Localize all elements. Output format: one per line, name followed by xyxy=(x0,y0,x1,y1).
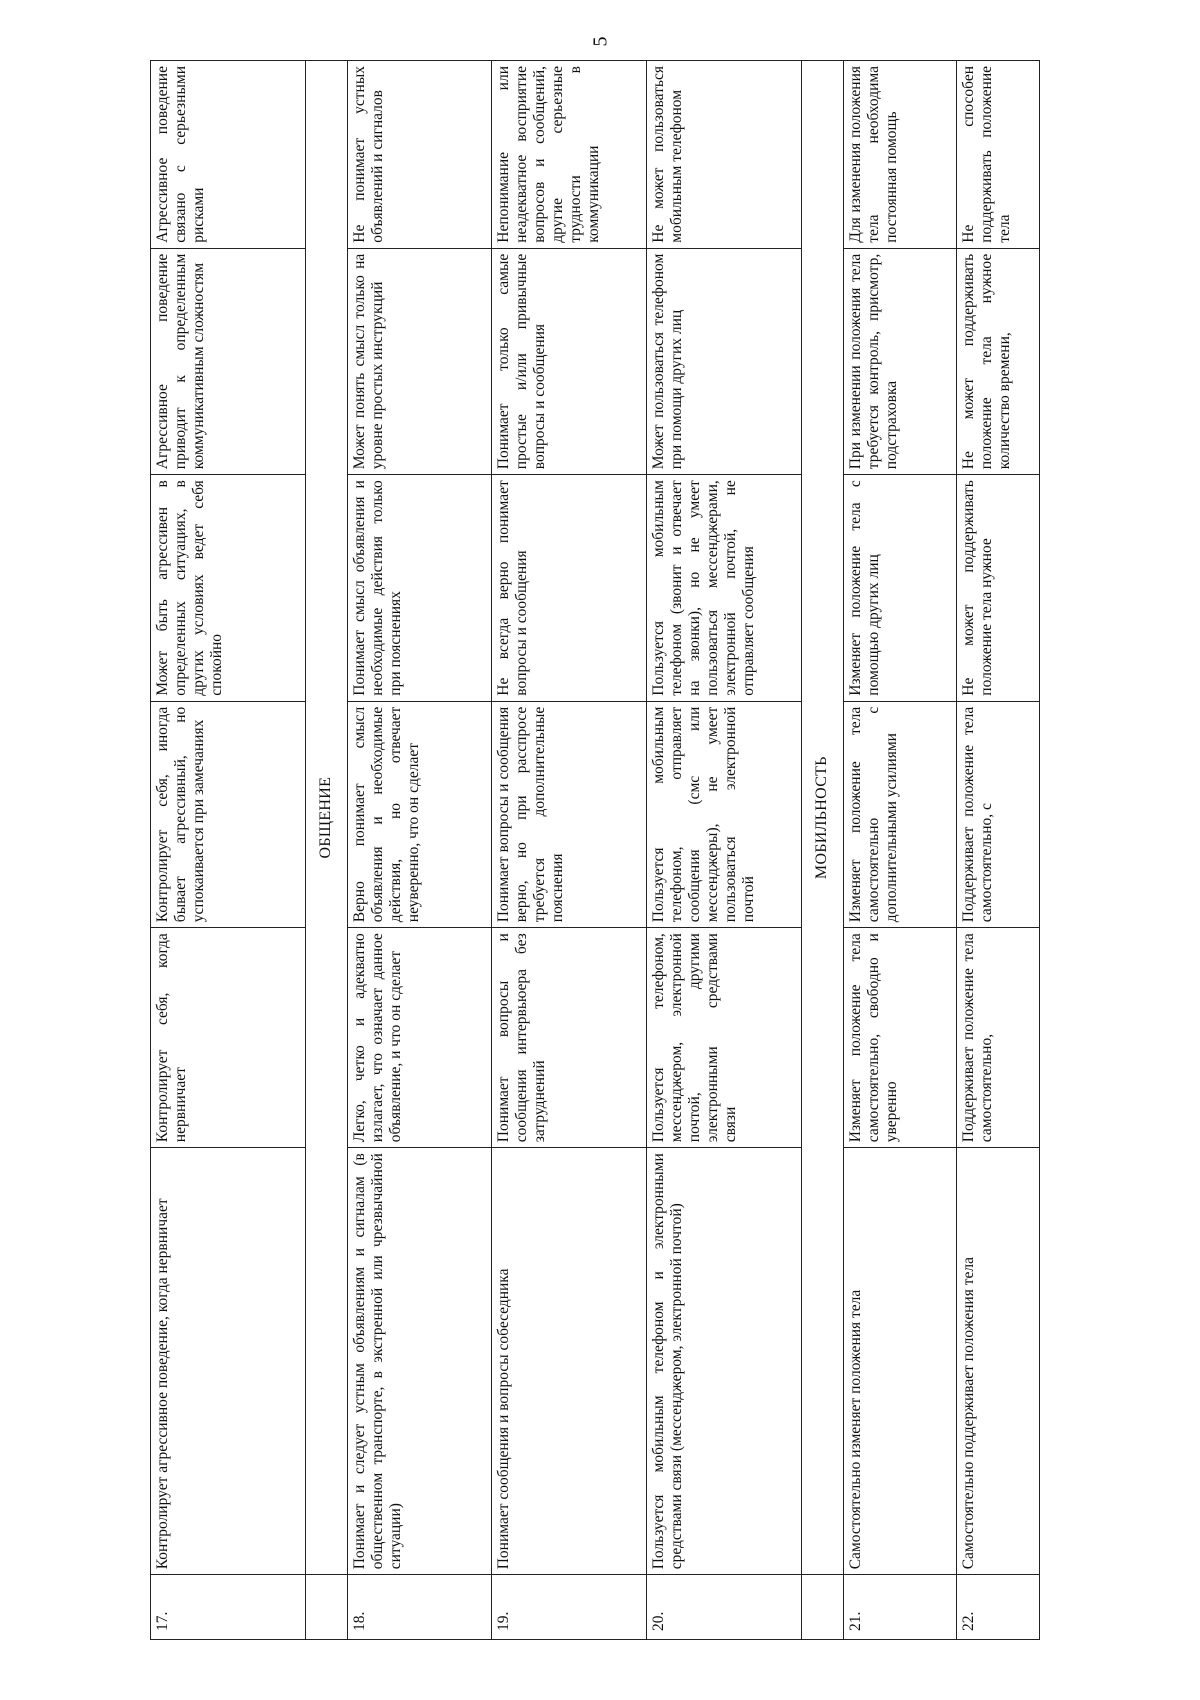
section-spacer xyxy=(801,1575,843,1640)
table-row xyxy=(492,61,647,1640)
row-number: 20. xyxy=(647,1575,802,1640)
criterion-title: Самостоятельно изменяет положения тела xyxy=(844,1148,957,1575)
criterion-title: Понимает и следует устным объявлениям и сигналам (в общественном транспорте, в экстренной или чрезвычайной ситуации) xyxy=(347,1148,491,1575)
level-2: Понимает вопросы и сообщения верно, но при расспросе требуется дополнительные пояснения xyxy=(492,701,647,927)
level-2: Контролирует себя, иногда бывает агрессивный, но успокаивается при замечаниях xyxy=(151,701,306,927)
level-2: Изменяет положение тела самостоятельно с дополнительными усилиями xyxy=(844,701,957,927)
level-5: Для изменения положения тела необходима постоянная помощь xyxy=(844,61,957,249)
assessment-table xyxy=(150,60,1040,1640)
level-5: Не может пользоваться мобильным телефоном xyxy=(647,61,802,249)
level-5: Не понимает устных объявлений и сигналов xyxy=(347,61,491,249)
level-3: Пользуется мобильным телефоном (звонит и отвечает на звонки), но не умеет пользоваться мессенджерами, электронной почтой, не отправляет сообщения xyxy=(647,475,802,701)
level-4: Может пользоваться телефоном при помощи других лиц xyxy=(647,248,802,474)
row-number: 22. xyxy=(957,1575,1040,1640)
level-5: Непонимание или неадекватное восприятие вопросов и сообщений, другие серьезные трудности в коммуникации xyxy=(492,61,647,249)
table-body xyxy=(151,61,1040,1640)
table-row xyxy=(957,61,1040,1640)
criterion-title: Контролирует агрессивное поведение, когда нервничает xyxy=(151,1148,306,1575)
rotated-page xyxy=(150,60,1040,1640)
row-number: 19. xyxy=(492,1575,647,1640)
page-number-text: 5 xyxy=(589,36,612,47)
table-row xyxy=(347,61,491,1640)
row-number: 21. xyxy=(844,1575,957,1640)
section-spacer xyxy=(305,1575,347,1640)
level-4: Понимает только самые простые и/или привычные вопросы и сообщения xyxy=(492,248,647,474)
level-5: Не способен поддерживать положение тела xyxy=(957,61,1040,249)
level-3: Не может поддерживать положение тела нужное xyxy=(957,475,1040,701)
level-5: Агрессивное поведение связано с серьезными рисками xyxy=(151,61,306,249)
section-heading: ОБЩЕНИЕ xyxy=(305,61,347,1575)
level-3: Не всегда верно понимает вопросы и сообщения xyxy=(492,475,647,701)
row-number: 17. xyxy=(151,1575,306,1640)
level-3: Понимает смысл объявления и необходимые действия только при пояснениях xyxy=(347,475,491,701)
level-1: Контролирует себя, когда нервничает xyxy=(151,928,306,1148)
level-4: Не может поддерживать положение тела нужное количество времени, xyxy=(957,248,1040,474)
section-row xyxy=(801,61,843,1640)
level-3: Может быть агрессивен в определенных ситуациях, в других условиях ведет себя спокойно xyxy=(151,475,306,701)
level-1: Легко, четко и адекватно излагает, что означает данное объявление, и что он сделает xyxy=(347,928,491,1148)
level-4: Может понять смысл только на уровне простых инструкций xyxy=(347,248,491,474)
table-row xyxy=(844,61,957,1640)
criterion-title: Понимает сообщения и вопросы собеседника xyxy=(492,1148,647,1575)
row-number: 18. xyxy=(347,1575,491,1640)
level-1: Поддерживает положение тела самостоятельно, xyxy=(957,928,1040,1148)
level-4: Агрессивное поведение приводит к определенным коммуникативным сложностям xyxy=(151,248,306,474)
level-2: Верно понимает смысл объявления и необходимые действия, но отвечает неуверенно, что он сделает xyxy=(347,701,491,927)
level-1: Понимает вопросы и сообщения интервьюера без затруднений xyxy=(492,928,647,1148)
level-3: Изменяет положение тела с помощью других лиц xyxy=(844,475,957,701)
level-1: Изменяет положение тела самостоятельно, свободно и уверенно xyxy=(844,928,957,1148)
criterion-title: Пользуется мобильным телефоном и электронными средствами связи (мессенджером, электронной почтой) xyxy=(647,1148,802,1575)
level-2: Поддерживает положение тела самостоятельно, с xyxy=(957,701,1040,927)
level-1: Пользуется телефоном, мессенджером, электронной почтой, другими электронными средствами связи xyxy=(647,928,802,1148)
level-4: При изменении положения тела требуется контроль, присмотр, подстраховка xyxy=(844,248,957,474)
criterion-title: Самостоятельно поддерживает положения тела xyxy=(957,1148,1040,1575)
table-row xyxy=(151,61,306,1640)
table-row xyxy=(647,61,802,1640)
level-2: Пользуется мобильным телефоном, отправляет сообщения (смс или мессенджеры), не умеет пользоваться электронной почтой xyxy=(647,701,802,927)
section-heading: МОБИЛЬНОСТЬ xyxy=(801,61,843,1575)
section-row xyxy=(305,61,347,1640)
